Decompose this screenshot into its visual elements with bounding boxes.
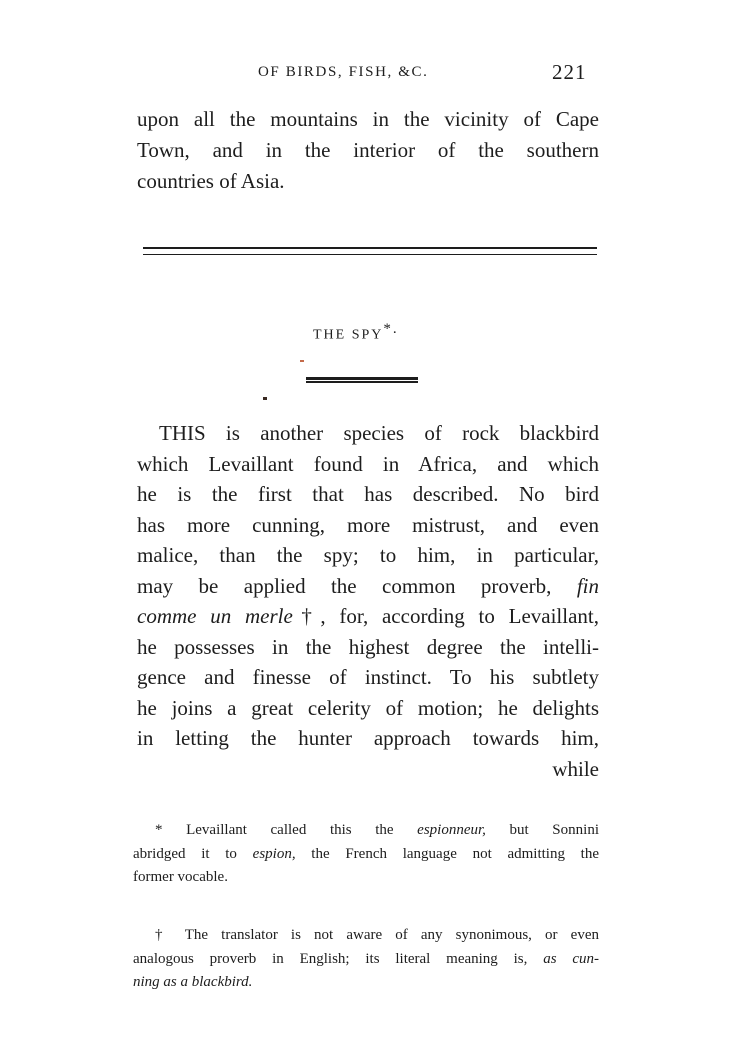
ink-speck — [263, 397, 267, 400]
text-line: THIS is another species of rock blackbird — [159, 421, 599, 445]
text-segment: analogous proverb in English; its literal meaning is, — [133, 950, 544, 967]
footnote-line — [133, 819, 599, 843]
catchword: while — [552, 756, 599, 781]
text-line: he joins a great celerity of motion; he delights — [137, 695, 599, 720]
italic-phrase: fin — [576, 573, 599, 598]
italic-word: espionneur, — [417, 822, 486, 838]
footnote-marker: *. — [383, 321, 399, 337]
text-line — [137, 571, 599, 602]
text-segment: * Levaillant called this the — [155, 822, 418, 838]
text-line: he possesses in the highest degree the intelli- — [137, 634, 599, 659]
text-line: has more cunning, more mistrust, and even — [137, 512, 599, 537]
text-line: upon all the mountains in the vicinity of Cape — [137, 107, 599, 131]
text-line: countries of Asia. — [137, 169, 285, 193]
ink-speck — [300, 360, 304, 362]
text-line: in letting the hunter approach towards him, — [137, 726, 599, 750]
text-line: which Levaillant found in Africa, and which — [137, 451, 599, 476]
running-head: OF BIRDS, FISH, &C. — [258, 64, 429, 80]
text-line: gence and finesse of instinct. To his subtlety — [137, 665, 599, 689]
section-title-text: THE SPY — [313, 327, 384, 343]
footnote-line — [133, 971, 599, 995]
text-segment: but Sonnini — [485, 822, 599, 838]
italic-word: espion, — [252, 845, 296, 862]
text-line: he is the first that has described. No bird — [137, 482, 599, 506]
text-line: Town, and in the interior of the southern — [137, 138, 599, 162]
footnote-1 — [133, 819, 599, 890]
footnote-2 — [133, 924, 599, 995]
text-segment: †, for, according to Levaillant, — [292, 604, 599, 628]
continued-paragraph — [137, 104, 599, 197]
title-underline-rule — [306, 377, 418, 383]
italic-phrase: as cun- — [543, 950, 599, 967]
main-paragraph — [137, 418, 599, 784]
text-segment: may be applied the common proverb, — [137, 573, 552, 598]
footnote-line: † The translator is not aware of any synonimous, or even — [155, 927, 599, 943]
section-divider-rule — [143, 247, 597, 255]
text-line — [137, 601, 599, 632]
text-segment: abridged it to — [133, 845, 253, 862]
footnote-line: former vocable. — [133, 869, 228, 885]
footnote-line — [133, 948, 599, 972]
italic-phrase: comme un merle — [137, 604, 293, 628]
text-segment: the French language not admitting the — [295, 845, 600, 862]
italic-phrase: ning as a blackbird. — [133, 974, 253, 990]
section-title — [313, 321, 399, 344]
footnote-line — [133, 843, 599, 867]
text-line: malice, than the spy; to him, in particular, — [137, 543, 599, 567]
page-number: 221 — [552, 60, 587, 84]
